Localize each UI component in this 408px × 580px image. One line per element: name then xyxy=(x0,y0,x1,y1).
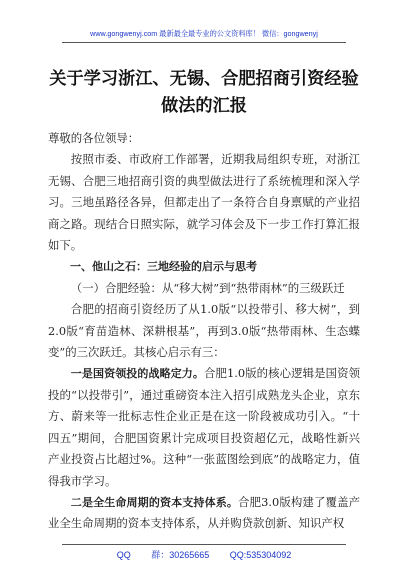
header-divider xyxy=(62,42,346,43)
paragraph-intro: 按照市委、市政府工作部署，近期我局组织专班，对浙江无锡、合肥三地招商引资的典型做法进行了系统梳理和深入学习。三地虽路径各异，但都走出了一条符合自身禀赋的产业招商之路。现结合日照实际，就学习体会及下一步工作打算汇报如下。 xyxy=(48,152,360,253)
paragraph-point-2 xyxy=(48,492,360,535)
footer-divider xyxy=(62,544,346,545)
paragraph-point-1 xyxy=(48,363,360,491)
header-watermark-text: www.gongwenyj.com 最新最全最专业的公文资料库！ 微信：gongwenyj xyxy=(90,29,318,38)
paragraph-hefei-overview: 合肥的招商引资经历了从1.0版“以投带引、移大树”，到2.0版“育苗造林、深耕根基”，再到3.0版“热带雨林、生态蝶变”的三次跃迁。其核心启示有三： xyxy=(48,302,360,360)
subsection-heading-1: （一）合肥经验：从“移大树”到“热带雨林”的三级跃迁 xyxy=(70,280,345,295)
point-2-lead: 二是全生命周期的资本支持体系。 xyxy=(70,495,239,509)
document-body xyxy=(48,128,360,535)
point-1-lead: 一是国资领投的战略定力。 xyxy=(70,367,204,381)
point-1-text: 合肥1.0版的核心逻辑是国资领投的“以投带引”，通过重磅资本注入招引成熟龙头企业，京东方、蔚来等一批标志性企业正是在这一阶段被成功引入。“十四五”期间，合肥国资累计完成项目投资超亿元，战略性新兴产业投资占比超过%。这种“一张蓝图绘到底”的战略定力，值得我市学习。 xyxy=(48,366,360,488)
section-heading-1: 一、他山之石：三地经验的启示与思考 xyxy=(70,260,257,274)
point-2-text: 合肥3.0版构建了覆盖产业全生命周期的资本支持体系，从并购贷款创新、知识产权 xyxy=(48,494,360,531)
salutation: 尊敬的各位领导： xyxy=(48,131,140,145)
footer-contact-text: QQ 群：30265665 QQ:535304092 xyxy=(116,550,292,560)
title-line-2: 做法的汇报 xyxy=(161,96,247,116)
title-line-1: 关于学习浙江、无锡、合肥招商引资经验 xyxy=(49,69,359,89)
document-title xyxy=(30,66,378,120)
